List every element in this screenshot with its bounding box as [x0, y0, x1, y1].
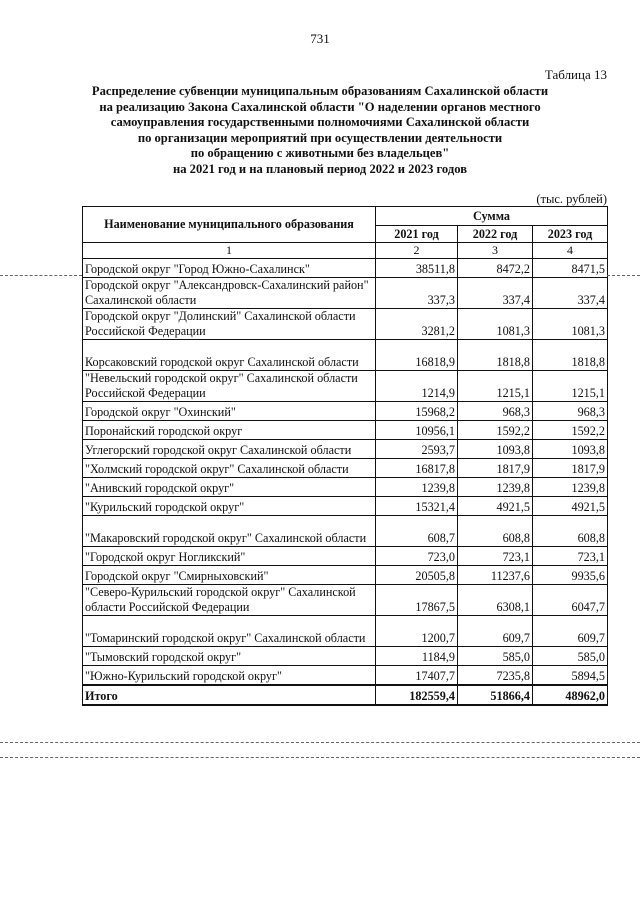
table-row: [83, 647, 608, 666]
units-label: (тыс. рублей): [536, 192, 607, 206]
value-2023: 1592,2: [533, 421, 608, 440]
municipality-name: Городской округ "Город Южно-Сахалинск": [83, 259, 376, 278]
value-2021: 337,3: [376, 278, 458, 309]
value-2021: 1200,7: [376, 616, 458, 647]
column-number: 1: [83, 243, 376, 259]
column-header-2021: 2021 год: [376, 226, 458, 243]
table-row: [83, 478, 608, 497]
value-2023: 9935,6: [533, 566, 608, 585]
table-row: [83, 516, 608, 547]
value-2022: 1817,9: [458, 459, 533, 478]
value-2023: 609,7: [533, 616, 608, 647]
municipality-name: "Южно-Курильский городской округ": [83, 666, 376, 686]
value-2023: 1081,3: [533, 309, 608, 340]
municipality-name: Корсаковский городской округ Сахалинской области: [83, 340, 376, 371]
municipality-name: "Северо-Курильский городской округ" Сахалинской области Российской Федерации: [83, 585, 376, 616]
title-line: по обращению с животными без владельцев": [190, 146, 450, 160]
table-row: [83, 459, 608, 478]
scan-artifact-line: [0, 757, 640, 758]
municipality-name: Городской округ "Охинский": [83, 402, 376, 421]
value-2023: 1215,1: [533, 371, 608, 402]
title-line: Распределение субвенции муниципальным образованиям Сахалинской области: [91, 84, 549, 98]
municipality-name: "Тымовский городской округ": [83, 647, 376, 666]
table-row: [83, 440, 608, 459]
value-2023: 5894,5: [533, 666, 608, 686]
page-number: 731: [310, 31, 330, 46]
value-2021: 1214,9: [376, 371, 458, 402]
column-header-name: Наименование муниципального образования: [83, 207, 376, 243]
table-row: [83, 421, 608, 440]
table-row: [83, 402, 608, 421]
value-2022: 11237,6: [458, 566, 533, 585]
value-2022: 585,0: [458, 647, 533, 666]
value-2021: 10956,1: [376, 421, 458, 440]
municipality-name: Углегорский городской округ Сахалинской области: [83, 440, 376, 459]
table-row: [83, 497, 608, 516]
table-row: [83, 547, 608, 566]
value-2023: 968,3: [533, 402, 608, 421]
value-2023: 585,0: [533, 647, 608, 666]
scan-artifact-line: [0, 742, 640, 743]
value-2023: 1239,8: [533, 478, 608, 497]
scan-artifact-line: [607, 275, 640, 276]
value-2023: 608,8: [533, 516, 608, 547]
column-number-row: [83, 243, 608, 259]
municipality-name: "Невельский городской округ" Сахалинской области Российской Федерации: [83, 371, 376, 402]
value-2021: 15321,4: [376, 497, 458, 516]
table-row: [83, 585, 608, 616]
table-row: [83, 566, 608, 585]
table-title: [60, 84, 580, 177]
total-2023: 48962,0: [533, 685, 608, 705]
value-2021: 17867,5: [376, 585, 458, 616]
value-2021: 15968,2: [376, 402, 458, 421]
value-2021: 3281,2: [376, 309, 458, 340]
value-2022: 8472,2: [458, 259, 533, 278]
value-2022: 4921,5: [458, 497, 533, 516]
column-header-2022: 2022 год: [458, 226, 533, 243]
value-2021: 1184,9: [376, 647, 458, 666]
value-2022: 1081,3: [458, 309, 533, 340]
column-header-2023: 2023 год: [533, 226, 608, 243]
total-2022: 51866,4: [458, 685, 533, 705]
subvention-table: [82, 206, 608, 706]
total-2021: 182559,4: [376, 685, 458, 705]
table-row: [83, 371, 608, 402]
value-2022: 968,3: [458, 402, 533, 421]
value-2022: 1093,8: [458, 440, 533, 459]
value-2021: 17407,7: [376, 666, 458, 686]
value-2022: 1592,2: [458, 421, 533, 440]
municipality-name: "Томаринский городской округ" Сахалинской области: [83, 616, 376, 647]
value-2023: 4921,5: [533, 497, 608, 516]
value-2022: 1818,8: [458, 340, 533, 371]
column-number: 3: [458, 243, 533, 259]
table-row: [83, 278, 608, 309]
value-2021: 38511,8: [376, 259, 458, 278]
municipality-name: Городской округ "Смирныховский": [83, 566, 376, 585]
table-row: [83, 309, 608, 340]
municipality-name: "Холмский городской округ" Сахалинской области: [83, 459, 376, 478]
value-2022: 6308,1: [458, 585, 533, 616]
value-2021: 723,0: [376, 547, 458, 566]
value-2023: 1818,8: [533, 340, 608, 371]
value-2021: 1239,8: [376, 478, 458, 497]
value-2023: 8471,5: [533, 259, 608, 278]
column-number: 2: [376, 243, 458, 259]
value-2022: 723,1: [458, 547, 533, 566]
total-row: [83, 685, 608, 705]
value-2023: 723,1: [533, 547, 608, 566]
municipality-name: "Макаровский городской округ" Сахалинской области: [83, 516, 376, 547]
value-2023: 1093,8: [533, 440, 608, 459]
municipality-name: Поронайский городской округ: [83, 421, 376, 440]
value-2021: 2593,7: [376, 440, 458, 459]
table-row: [83, 666, 608, 686]
value-2021: 608,7: [376, 516, 458, 547]
value-2022: 1215,1: [458, 371, 533, 402]
value-2022: 609,7: [458, 616, 533, 647]
title-line: самоуправления государственными полномочиями Сахалинской области: [110, 115, 530, 129]
value-2021: 20505,8: [376, 566, 458, 585]
scan-artifact-line: [0, 275, 82, 276]
municipality-name: "Городской округ Ногликский": [83, 547, 376, 566]
title-line: на реализацию Закона Сахалинской области "О наделении органов местного: [99, 99, 541, 114]
value-2022: 1239,8: [458, 478, 533, 497]
table-label: Таблица 13: [544, 67, 607, 82]
value-2022: 7235,8: [458, 666, 533, 686]
value-2021: 16818,9: [376, 340, 458, 371]
value-2023: 337,4: [533, 278, 608, 309]
table-row: [83, 616, 608, 647]
municipality-name: Городской округ "Александровск-Сахалинский район" Сахалинской области: [83, 278, 376, 309]
value-2021: 16817,8: [376, 459, 458, 478]
value-2023: 6047,7: [533, 585, 608, 616]
table-row: [83, 340, 608, 371]
municipality-name: "Анивский городской округ": [83, 478, 376, 497]
column-number: 4: [533, 243, 608, 259]
municipality-name: Городской округ "Долинский" Сахалинской области Российской Федерации: [83, 309, 376, 340]
title-line: по организации мероприятий при осуществлении деятельности: [137, 130, 503, 145]
value-2022: 337,4: [458, 278, 533, 309]
value-2022: 608,8: [458, 516, 533, 547]
table-row: [83, 259, 608, 278]
title-line: на 2021 год и на плановый период 2022 и 2023 годов: [172, 161, 468, 176]
value-2023: 1817,9: [533, 459, 608, 478]
total-label: Итого: [83, 685, 376, 705]
municipality-name: "Курильский городской округ": [83, 497, 376, 516]
column-header-sum: Сумма: [376, 207, 608, 226]
